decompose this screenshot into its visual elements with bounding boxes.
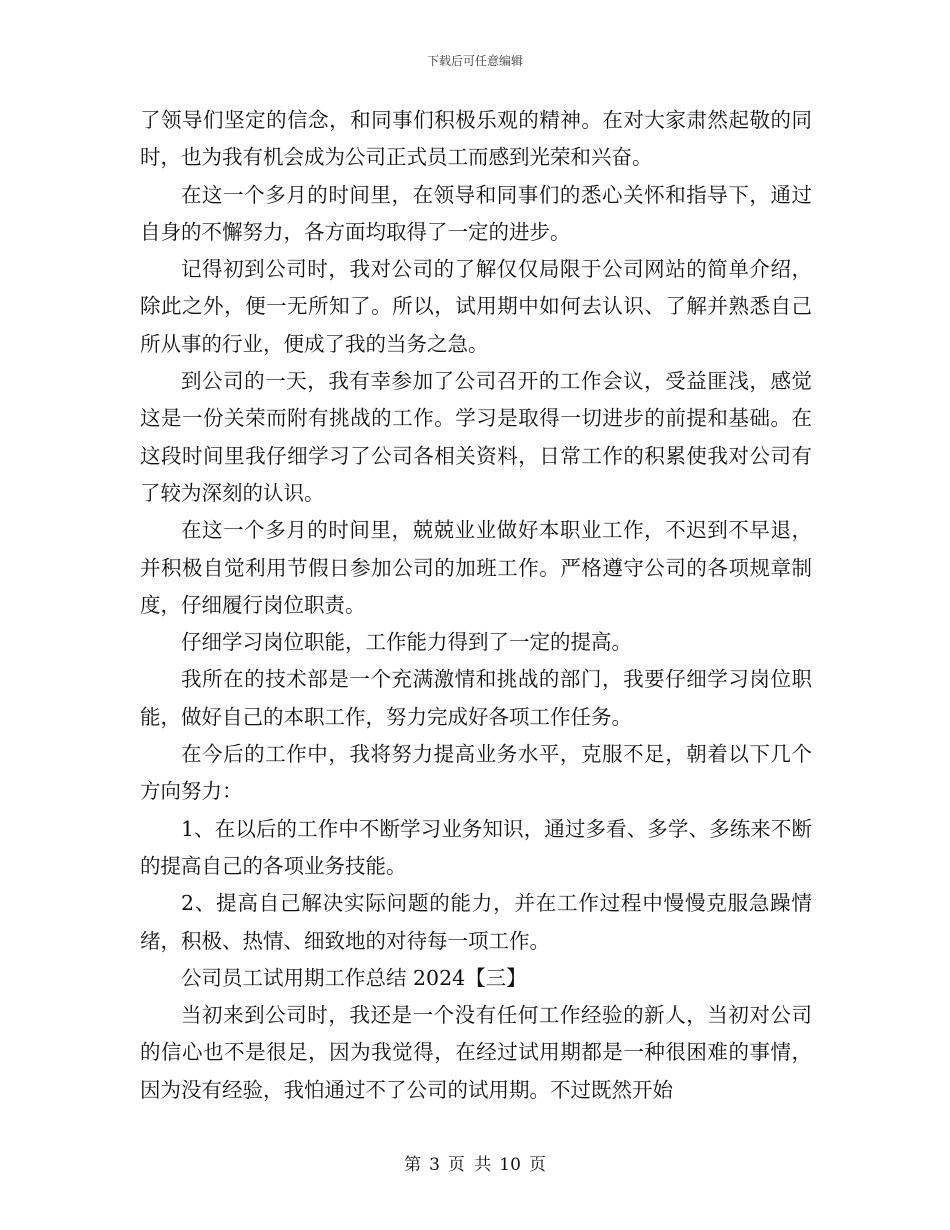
paragraph: 了领导们坚定的信念，和同事们积极乐观的精神。在对大家肃然起敬的同时，也为我有机会成为公司正式员工而感到光荣和兴奋。 <box>140 108 812 170</box>
page-label-suffix: 页 <box>528 1155 546 1175</box>
page-label-prefix: 第 <box>404 1155 422 1175</box>
paragraph: 仔细学习岗位职能，工作能力得到了一定的提高。 <box>181 630 632 655</box>
paragraph: 到公司的一天，我有幸参加了公司召开的工作会议，受益匪浅，感觉这是一份关荣而附有挑战的工作。学习是取得一切进步的前提和基础。在这段时间里我仔细学习了公司各相关资料，日常工作的积累使我对公司有了较为深刻的认识。 <box>140 369 812 505</box>
list-item: 2、提高自己解决实际问题的能力，并在工作过程中慢慢克服急躁情绪，积极、热情、细致地的对待每一项工作。 <box>140 891 812 953</box>
paragraph: 在这一个多月的时间里，兢兢业业做好本职业工作，不迟到不早退，并积极自觉利用节假日参加公司的加班工作。严格遵守公司的各项规章制度，仔细履行岗位职责。 <box>140 518 812 617</box>
paragraph: 记得初到公司时，我对公司的了解仅仅局限于公司网站的简单介绍，除此之外，便一无所知了。所以，试用期中如何去认识、了解并熟悉自己所从事的行业，便成了我的当务之急。 <box>140 257 812 356</box>
current-page-number: 3 <box>429 1155 440 1175</box>
page-label-middle: 页 共 <box>447 1155 492 1175</box>
paragraph: 在这一个多月的时间里，在领导和同事们的悉心关怀和指导下，通过自身的不懈努力，各方面均取得了一定的进步。 <box>140 182 812 244</box>
page-header-note: 下载后可任意编辑 <box>426 54 523 68</box>
page-footer <box>0 1154 950 1176</box>
section-heading: 公司员工试用期工作总结 2024【三】 <box>181 965 527 990</box>
total-pages-number: 10 <box>499 1155 521 1175</box>
list-item: 1、在以后的工作中不断学习业务知识，通过多看、多学、多练来不断的提高自己的各项业务技能。 <box>140 816 812 878</box>
paragraph: 在今后的工作中，我将努力提高业务水平，克服不足，朝着以下几个方向努力： <box>140 742 812 804</box>
document-body <box>140 102 812 1109</box>
paragraph: 我所在的技术部是一个充满激情和挑战的部门，我要仔细学习岗位职能，做好自己的本职工作，努力完成好各项工作任务。 <box>140 667 812 729</box>
paragraph: 当初来到公司时，我还是一个没有任何工作经验的新人，当初对公司的信心也不是很足，因为我觉得，在经过试用期都是一种很困难的事情，因为没有经验，我怕通过不了公司的试用期。不过既然开始 <box>140 1003 812 1102</box>
